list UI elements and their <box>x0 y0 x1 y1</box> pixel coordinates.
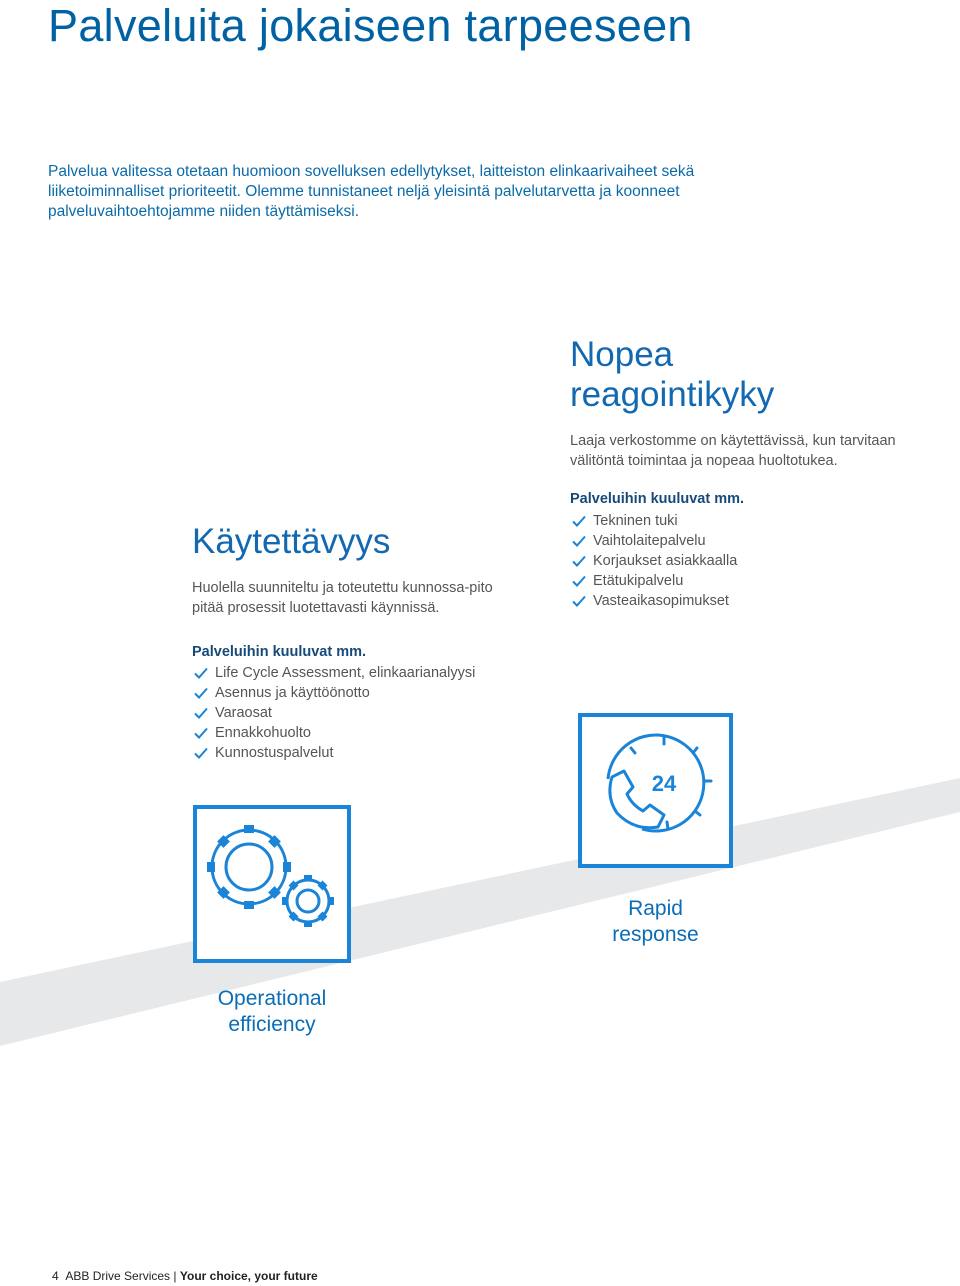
rapid-response-label <box>578 896 733 948</box>
check-icon <box>572 575 586 587</box>
list-item-label: Life Cycle Assessment, elinkaarianalyysi <box>215 665 476 681</box>
check-icon <box>194 687 208 699</box>
service-list <box>192 663 522 763</box>
footer-separator: | <box>173 1269 177 1283</box>
includes-heading: Palveluihin kuuluvat mm. <box>192 644 367 660</box>
rapid-response-tile <box>578 713 733 868</box>
gears-icon <box>197 809 347 959</box>
list-item <box>192 663 522 683</box>
list-item <box>570 511 930 531</box>
list-item <box>570 531 930 551</box>
section-title <box>570 335 930 415</box>
check-icon <box>194 667 208 679</box>
service-list <box>570 511 930 611</box>
includes-heading: Palveluihin kuuluvat mm. <box>570 491 745 507</box>
operational-efficiency-tile <box>193 805 351 963</box>
operational-efficiency-label <box>193 986 351 1038</box>
page-title: Palveluita jokaiseen tarpeeseen <box>48 0 693 51</box>
section-kaytettavyys <box>192 520 522 763</box>
list-item-label: Vaihtolaitepalvelu <box>593 533 706 549</box>
check-icon <box>194 707 208 719</box>
badge-number: 24 <box>651 771 677 796</box>
label-line-1: Operational <box>217 987 327 1010</box>
list-item-label: Varaosat <box>215 705 272 721</box>
list-item <box>570 591 930 611</box>
list-item-label: Tekninen tuki <box>593 513 678 529</box>
section-nopea <box>570 335 930 611</box>
list-item-label: Ennakkohuolto <box>215 725 311 741</box>
intro-paragraph: Palvelua valitessa otetaan huomioon sovelluksen edellytykset, laitteiston elinkaarivaiheet sekä liiketoiminnalliset prioriteetit. Olemme tunnistaneet neljä yleisintä palvelutarvetta ja koonneet palveluvaihtoehtojamme niiden täyttämiseksi. <box>48 163 695 220</box>
publication-name: ABB Drive Services <box>65 1269 171 1283</box>
page-footer <box>52 1269 318 1283</box>
check-icon <box>572 515 586 527</box>
footer-tagline: Your choice, your future <box>179 1269 318 1283</box>
list-item <box>570 551 930 571</box>
label-line-2: response <box>612 923 699 946</box>
list-item-label: Asennus ja käyttöönotto <box>215 685 370 701</box>
page-number: 4 <box>52 1269 59 1283</box>
list-item-label: Vasteaikasopimukset <box>593 593 729 609</box>
list-item <box>192 723 522 743</box>
check-icon <box>194 727 208 739</box>
section-description: Huolella suunniteltu ja toteutettu kunnossa-pito pitää prosessit luotettavasti käynnissä. <box>192 580 493 616</box>
label-line-1: Rapid <box>628 897 683 920</box>
label-line-2: efficiency <box>228 1013 316 1036</box>
section-title-line-2: reagointikyky <box>570 375 775 414</box>
list-item-label: Etätukipalvelu <box>593 573 684 589</box>
list-item-label: Kunnostuspalvelut <box>215 745 334 761</box>
list-item <box>192 683 522 703</box>
list-item <box>192 703 522 723</box>
list-item-label: Korjaukset asiakkaalla <box>593 553 738 569</box>
section-title-line-1: Nopea <box>570 335 674 374</box>
check-icon <box>572 555 586 567</box>
check-icon <box>572 535 586 547</box>
check-icon <box>194 747 208 759</box>
check-icon <box>572 595 586 607</box>
section-title: Käytettävyys <box>192 522 391 561</box>
list-item <box>570 571 930 591</box>
list-item <box>192 743 522 763</box>
section-description: Laaja verkostomme on käytettävissä, kun tarvitaan välitöntä toimintaa ja nopeaa huoltotukea. <box>570 433 896 469</box>
